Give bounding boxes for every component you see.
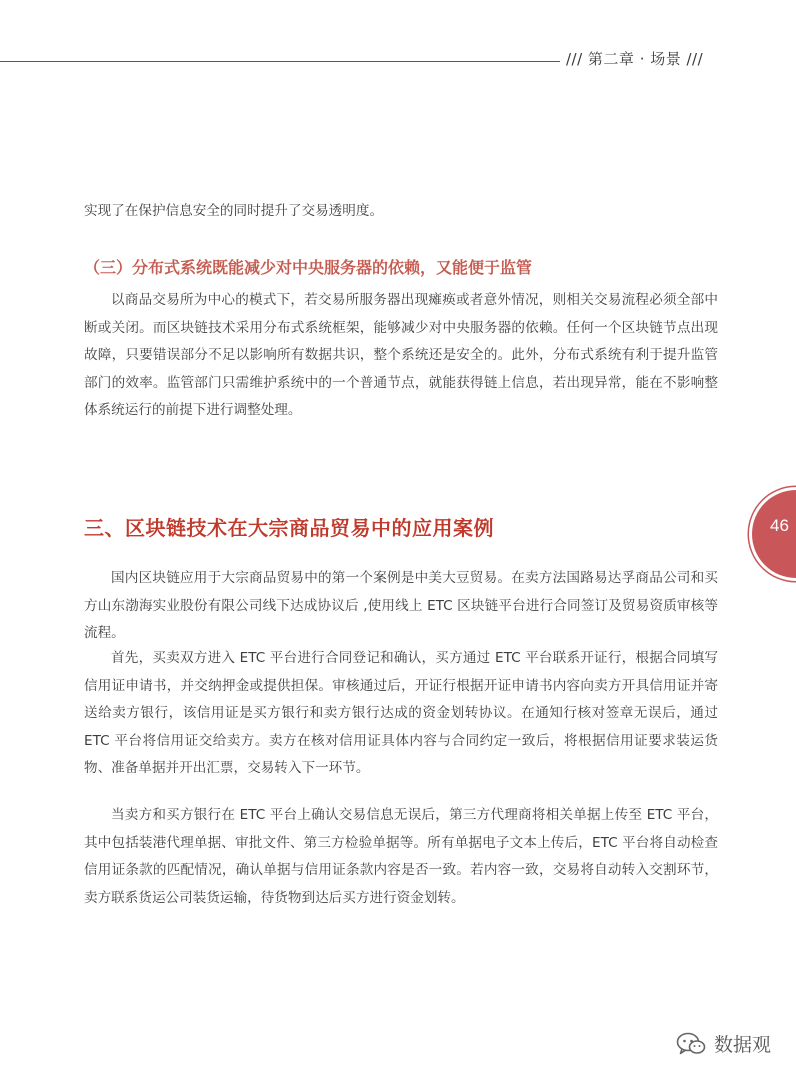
paragraph-process-first: 首先，买卖双方进入 ETC 平台进行合同登记和确认，买方通过 ETC 平台联系开证行，根据合同填写信用证申请书，并交纳押金或提供担保。审核通过后，开证行根据开证申请书内容向卖方开具信用证并寄送给卖方银行，该信用证是买方银行和卖方银行达成的资金划转协议。在通知行核对签章无误后，通过 ETC 平台将信用证交给卖方。卖方在核对信用证具体内容与合同约定一致后，将根据信用证要求装运货物、准备单据并开出汇票，交易转入下一环节。 xyxy=(84,650,718,776)
paragraph-distributed: 以商品交易所为中心的模式下，若交易所服务器出现瘫痪或者意外情况，则相关交易流程必须全部中断或关闭。而区块链技术采用分布式系统框架，能够减少对中央服务器的依赖。任何一个区块链节点出现故障，只要错误部分不足以影响所有数据共识，整个系统还是安全的。此外，分布式系统有利于提升监管部门的效率。监管部门只需维护系统中的一个普通节点，就能获得链上信息，若出现异常，能在不影响整体系统运行的前提下进行调整处理。 xyxy=(84,292,718,418)
header-rule xyxy=(0,61,560,62)
watermark-text: 数据观 xyxy=(714,1034,772,1056)
watermark xyxy=(676,1030,771,1057)
page-number: 46 xyxy=(770,516,789,535)
subheading: （三）分布式系统既能减少对中央服务器的依赖，又能便于监管 xyxy=(84,258,533,277)
wechat-icon xyxy=(676,1031,706,1057)
paragraph-process-second: 当卖方和买方银行在 ETC 平台上确认交易信息无误后，第三方代理商将相关单据上传至 ETC 平台，其中包括装港代理单据、审批文件、第三方检验单据等。所有单据电子文本上传后，ETC 平台将自动检查信用证条款的匹配情况，确认单据与信用证条款内容是否一致。若内容一致，交易将自动转入交割环节，卖方联系货运公司装货运输，待货物到达后买方进行资金划转。 xyxy=(84,807,718,906)
paragraph-case-intro: 国内区块链应用于大宗商品贸易中的第一个案例是中美大豆贸易。在卖方法国路易达孚商品公司和买方山东渤海实业股份有限公司线下达成协议后 ,使用线上 ETC 区块链平台进行合同签订及贸易资质审核等流程。 xyxy=(84,570,718,641)
paragraph-intro: 实现了在保护信息安全的同时提升了交易透明度。 xyxy=(84,203,384,219)
section-title: 三、区块链技术在大宗商品贸易中的应用案例 xyxy=(84,516,494,540)
chapter-header: /// 第二章 · 场景 /// xyxy=(566,50,704,68)
